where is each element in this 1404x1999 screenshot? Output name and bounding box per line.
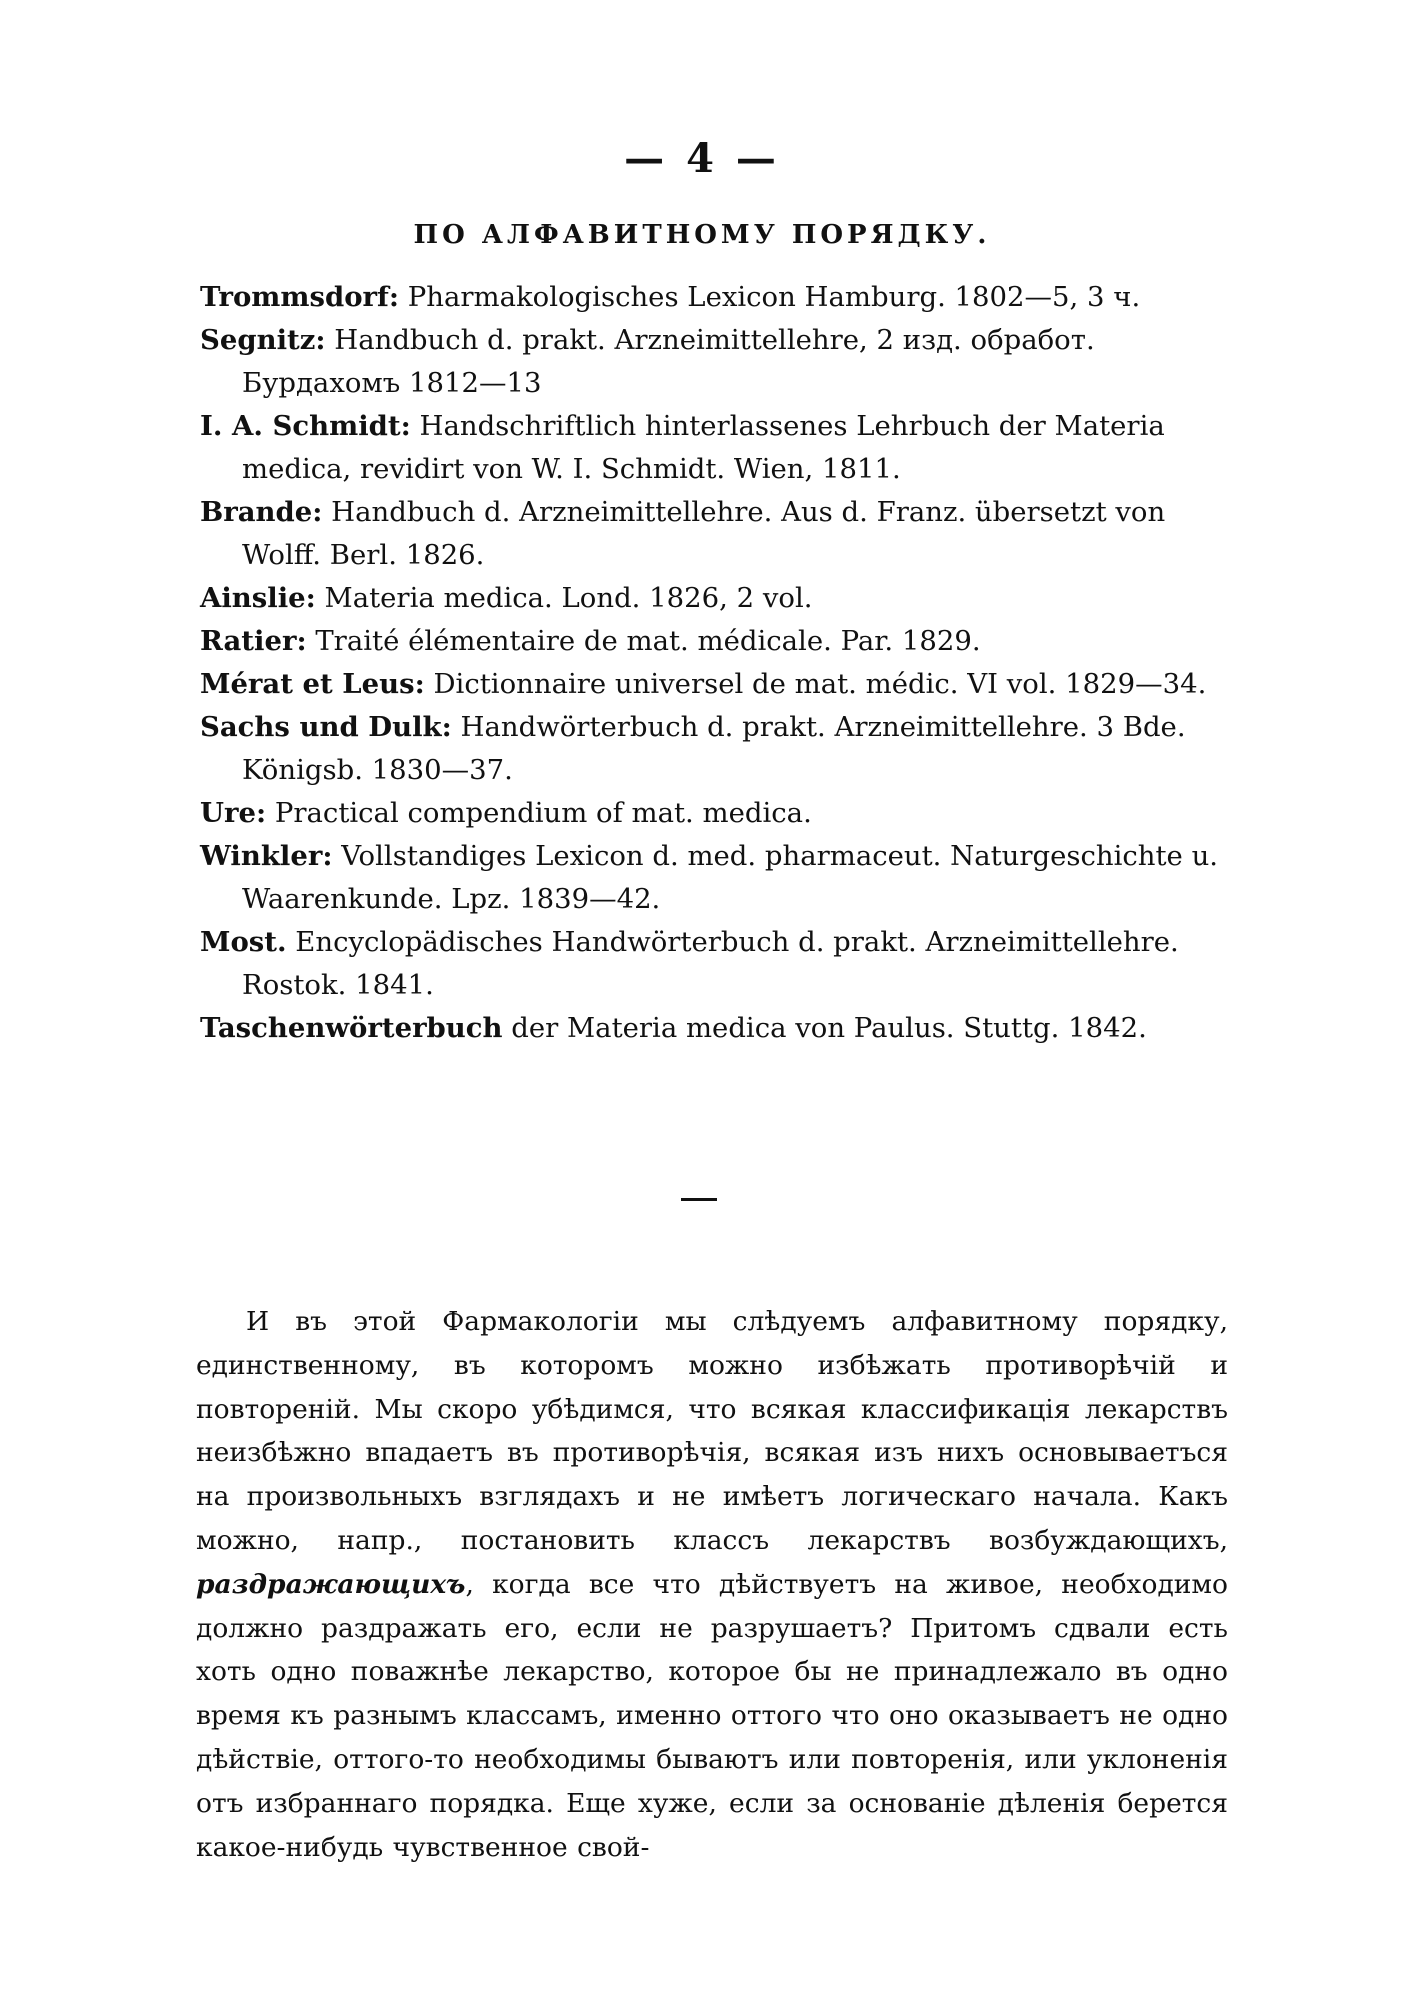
bibliography-author: Mérat et Leus: (200, 668, 425, 700)
bibliography-entry (200, 1007, 1225, 1050)
bibliography-text: Practical compendium of mat. medica. (266, 797, 812, 829)
body-text-part: , когда все что дѣйствуетъ на живое, необходимо должно раздражать его, если не разрушаетъ? Притомъ сдвали есть хоть одно поважнѣе лекарство, которое бы не принадлежало въ одно время къ разнымъ классамъ, именно оттого что оно оказываетъ не одно дѣйствіе, оттого-то необходимы бываютъ или повторенія, или уклоненія отъ избраннаго порядка. Еще хуже, если за основаніе дѣленія берется какое-нибудь чувственное свой- (196, 1568, 1228, 1863)
bibliography-text: Materia medica. Lond. 1826, 2 vol. (315, 582, 813, 614)
bibliography-author: Ratier: (200, 625, 307, 657)
section-title: ПО АЛФАВИТНОМУ ПОРЯДКУ. (413, 220, 991, 250)
bibliography-author: Trommsdorf: (200, 281, 400, 313)
page-number: — 4 — (624, 135, 780, 182)
bibliography-entry (200, 663, 1225, 706)
bibliography-entry (200, 491, 1225, 577)
bibliography-author: Segnitz: (200, 324, 326, 356)
bibliography-entry (200, 792, 1225, 835)
bibliography-entry (200, 706, 1225, 792)
bibliography-entry (200, 405, 1225, 491)
bibliography-entry (200, 921, 1225, 1007)
bibliography-author: Brande: (200, 496, 323, 528)
bibliography-text: Handwörterbuch d. prakt. Arzneimittellehre. 3 Bde. Königsb. 1830—37. (242, 711, 1186, 786)
body-emphasis: раздражающихъ (196, 1568, 466, 1600)
bibliography-author: I. A. Schmidt: (200, 410, 411, 442)
bibliography-list (200, 276, 1225, 1050)
bibliography-author: Most. (200, 926, 287, 958)
bibliography-author: Taschenwörterbuch (200, 1012, 503, 1044)
bibliography-text: Handschriftlich hinterlassenes Lehrbuch der Materia medica, revidirt von W. I. Schmidt. Wien, 1811. (242, 410, 1165, 485)
bibliography-text: Traité élémentaire de mat. médicale. Par. 1829. (306, 625, 981, 657)
bibliography-author: Ure: (200, 797, 267, 829)
bibliography-text: Handbuch d. prakt. Arzneimittellehre, 2 изд. обработ. Бурдахомъ 1812—13 (242, 324, 1095, 399)
section-separator (681, 1198, 717, 1201)
bibliography-entry (200, 620, 1225, 663)
body-paragraph (196, 1300, 1228, 1869)
bibliography-author: Winkler: (200, 840, 333, 872)
body-text-part: И въ этой Фармакологіи мы слѣдуемъ алфавитному порядку, единственному, въ которомъ можно избѣжать противорѣчій и повтореній. Мы скоро убѣдимся, что всякая классификація лекарствъ неизбѣжно впадаетъ въ противорѣчія, всякая изъ нихъ основываетъся на произвольныхъ взглядахъ и не имѣетъ логическаго начала. Какъ можно, напр., постановить классъ лекарствъ возбуждающихъ, (196, 1306, 1228, 1556)
bibliography-text: Vollstandiges Lexicon d. med. pharmaceut. Naturgeschichte u. Waarenkunde. Lpz. 1839—42. (242, 840, 1219, 915)
bibliography-entry (200, 577, 1225, 620)
bibliography-text: Dictionnaire universel de mat. médic. VI vol. 1829—34. (424, 668, 1207, 700)
bibliography-text: Handbuch d. Arzneimittellehre. Aus d. Franz. übersetzt von Wolff. Berl. 1826. (242, 496, 1166, 571)
bibliography-text: der Materia medica von Paulus. Stuttg. 1842. (502, 1012, 1147, 1044)
bibliography-text: Encyclopädisches Handwörterbuch d. prakt. Arzneimittellehre. Rostok. 1841. (242, 926, 1179, 1001)
bibliography-text: Pharmakologisches Lexicon Hamburg. 1802—5, 3 ч. (399, 281, 1141, 313)
bibliography-entry (200, 835, 1225, 921)
bibliography-entry (200, 276, 1225, 319)
bibliography-entry (200, 319, 1225, 405)
bibliography-author: Sachs und Dulk: (200, 711, 452, 743)
bibliography-author: Ainslie: (200, 582, 316, 614)
